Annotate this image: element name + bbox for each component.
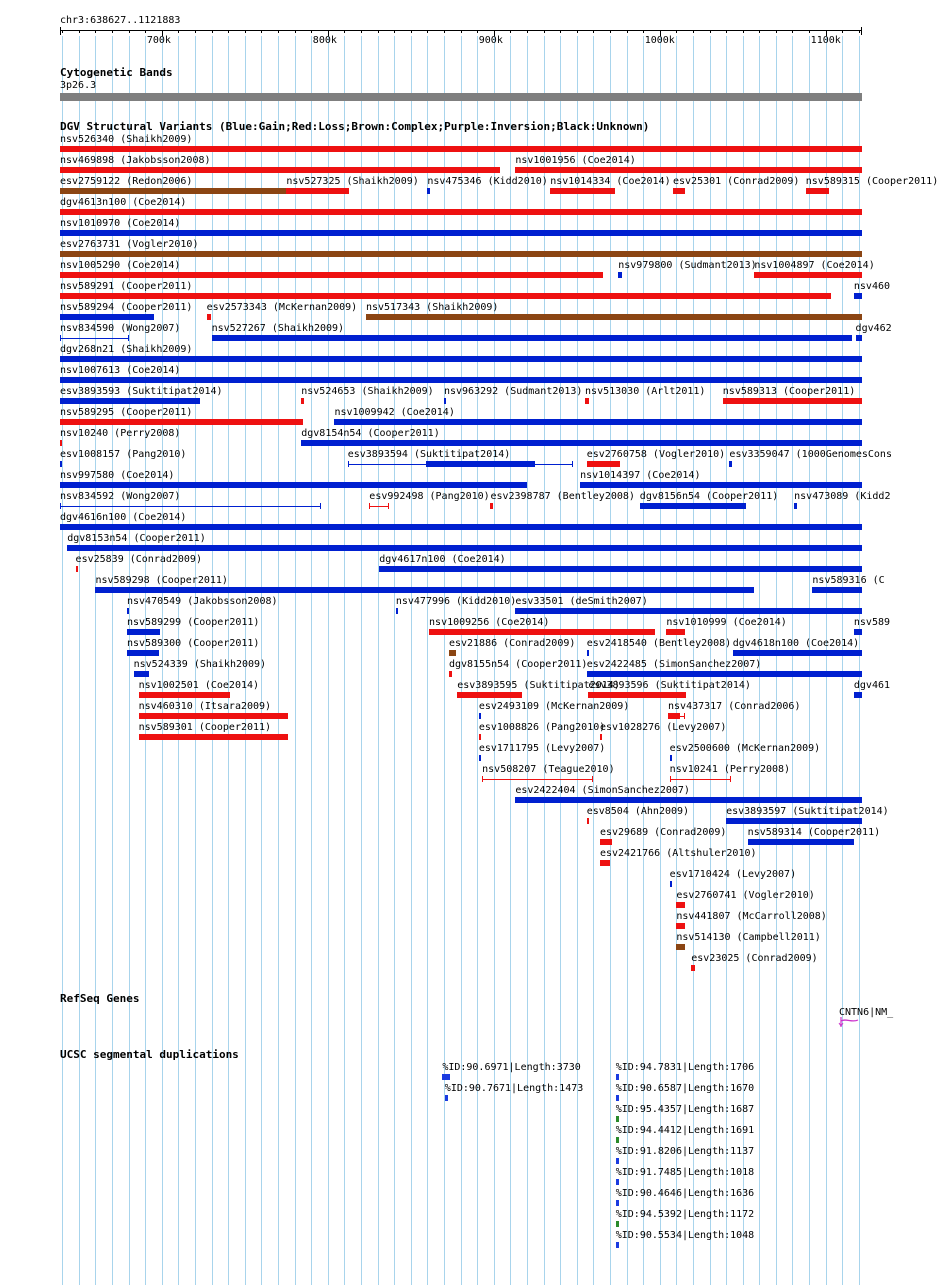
segdup-bar[interactable] xyxy=(616,1179,619,1185)
variant-bar[interactable] xyxy=(854,629,862,635)
variant-label[interactable]: nsv477996 (Kidd2010) xyxy=(395,596,517,607)
variant-label[interactable]: esv2421766 (Altshuler2010) xyxy=(599,848,757,859)
variant-bar[interactable] xyxy=(127,650,159,656)
variant-label[interactable]: nsv1014334 (Coe2014) xyxy=(550,176,671,187)
variant-bar[interactable] xyxy=(212,335,853,341)
variant-label[interactable]: esv25839 (Conrad2009) xyxy=(75,554,202,565)
variant-bar[interactable] xyxy=(618,272,622,278)
variant-bar[interactable] xyxy=(676,902,684,908)
variant-cap xyxy=(670,776,671,782)
cytoband-bar[interactable] xyxy=(60,93,862,101)
variant-label[interactable]: esv3893595 (Suktitipat2014) xyxy=(457,680,620,691)
variant-label[interactable]: nsv508207 (Teague2010) xyxy=(482,764,615,775)
variant-bar[interactable] xyxy=(673,188,685,194)
variant-label[interactable]: esv2760741 (Vogler2010) xyxy=(676,890,815,901)
variant-label[interactable]: nsv470549 (Jakobsson2008) xyxy=(127,596,278,607)
segdup-bar[interactable] xyxy=(616,1095,619,1101)
variant-bar[interactable] xyxy=(67,545,862,551)
variant-label[interactable]: dgv8154n54 (Cooper2011) xyxy=(301,428,440,439)
variant-bar[interactable] xyxy=(60,440,62,446)
variant-bar[interactable] xyxy=(60,398,200,404)
variant-bar[interactable] xyxy=(60,209,862,215)
variant-label[interactable]: nsv524653 (Shaikh2009) xyxy=(301,386,434,397)
variant-label[interactable]: nsv1002501 (Coe2014) xyxy=(138,680,260,691)
variant-bar[interactable] xyxy=(640,503,746,509)
variant-label[interactable]: dgv462 xyxy=(855,323,892,334)
variant-bar[interactable] xyxy=(396,608,398,614)
variant-line[interactable] xyxy=(60,338,129,339)
variant-label[interactable]: dgv4618n100 (Coe2014) xyxy=(732,638,860,649)
variant-label[interactable]: esv29689 (Conrad2009) xyxy=(599,827,727,838)
variant-label[interactable]: dgv268n21 (Shaikh2009) xyxy=(60,344,193,355)
variant-bar[interactable] xyxy=(490,503,492,509)
variant-bar[interactable] xyxy=(426,461,536,467)
variant-label[interactable]: esv21886 (Conrad2009) xyxy=(448,638,576,649)
variant-bar[interactable] xyxy=(794,503,796,509)
variant-bar[interactable] xyxy=(60,146,862,152)
variant-bar[interactable] xyxy=(366,314,862,320)
segdup-label[interactable]: %ID:94.4412|Length:1691 xyxy=(615,1125,755,1136)
segdup-label[interactable]: %ID:95.4357|Length:1687 xyxy=(615,1104,755,1115)
variant-bar[interactable] xyxy=(334,419,862,425)
variant-bar[interactable] xyxy=(733,650,862,656)
variant-label[interactable]: nsv963292 (Sudmant2013) xyxy=(443,386,583,397)
variant-bar[interactable] xyxy=(60,251,862,257)
variant-line[interactable] xyxy=(369,506,389,507)
variant-bar[interactable] xyxy=(515,167,862,173)
variant-label[interactable]: nsv997580 (Coe2014) xyxy=(60,470,175,481)
variant-bar[interactable] xyxy=(479,713,481,719)
variant-label[interactable]: esv8504 (Ahn2009) xyxy=(586,806,690,817)
variant-bar[interactable] xyxy=(726,818,862,824)
segdup-label[interactable]: %ID:91.8206|Length:1137 xyxy=(615,1146,755,1157)
variant-bar[interactable] xyxy=(139,713,288,719)
variant-label[interactable]: esv23025 (Conrad2009) xyxy=(691,953,818,964)
variant-label[interactable]: nsv1009256 (Coe2014) xyxy=(429,617,550,628)
variant-bar[interactable] xyxy=(666,629,684,635)
variant-bar[interactable] xyxy=(588,692,686,698)
variant-bar[interactable] xyxy=(76,566,78,572)
variant-bar[interactable] xyxy=(286,188,349,194)
dgv-title: DGV Structural Variants (Blue:Gain;Red:Loss;Brown:Complex;Purple:Inversion;Black:Unknown) xyxy=(60,120,650,133)
segdup-bar[interactable] xyxy=(616,1074,619,1080)
variant-bar[interactable] xyxy=(427,188,429,194)
variant-cap xyxy=(730,776,731,782)
variant-label[interactable]: nsv834592 (Wong2007) xyxy=(60,491,181,502)
variant-bar[interactable] xyxy=(550,188,615,194)
variant-bar[interactable] xyxy=(301,440,862,446)
variant-label[interactable]: nsv1001956 (Coe2014) xyxy=(515,155,636,166)
variant-label[interactable]: esv2422404 (SimonSanchez2007) xyxy=(515,785,690,796)
variant-bar[interactable] xyxy=(600,860,610,866)
variant-bar[interactable] xyxy=(127,608,129,614)
segdup-label[interactable]: %ID:91.7485|Length:1018 xyxy=(615,1167,755,1178)
variant-bar[interactable] xyxy=(668,713,680,719)
segdup-label[interactable]: %ID:94.5392|Length:1172 xyxy=(615,1209,755,1220)
variant-bar[interactable] xyxy=(723,398,862,404)
variant-bar[interactable] xyxy=(444,398,446,404)
variant-label[interactable]: esv3893593 (Suktitipat2014) xyxy=(60,386,223,397)
variant-bar[interactable] xyxy=(729,461,731,467)
variant-label[interactable]: nsv1009942 (Coe2014) xyxy=(334,407,455,418)
variant-label[interactable]: esv2759122 (Redon2006) xyxy=(60,176,193,187)
variant-cap xyxy=(60,335,61,341)
variant-label[interactable]: nsv589315 (Cooper2011) xyxy=(805,176,938,187)
variant-bar[interactable] xyxy=(95,587,754,593)
variant-cap xyxy=(320,503,321,509)
variant-label[interactable]: nsv1010970 (Coe2014) xyxy=(60,218,181,229)
variant-bar[interactable] xyxy=(134,671,149,677)
variant-label[interactable]: nsv834590 (Wong2007) xyxy=(60,323,181,334)
variant-label[interactable]: esv2573343 (McKernan2009) xyxy=(206,302,358,313)
variant-cap xyxy=(60,503,61,509)
variant-label[interactable]: esv1008157 (Pang2010) xyxy=(60,449,187,460)
variant-bar[interactable] xyxy=(60,272,603,278)
variant-label[interactable]: esv2422485 (SimonSanchez2007) xyxy=(586,659,762,670)
variant-label[interactable]: esv2760758 (Vogler2010) xyxy=(586,449,726,460)
variant-cap xyxy=(388,503,389,509)
variant-label[interactable]: nsv589300 (Cooper2011) xyxy=(127,638,260,649)
segdup-bar[interactable] xyxy=(616,1221,619,1227)
variant-bar[interactable] xyxy=(60,377,862,383)
variant-label[interactable]: nsv979800 (Sudmant2013) xyxy=(618,260,757,271)
variant-bar[interactable] xyxy=(515,797,862,803)
variant-label[interactable]: nsv469898 (Jakobsson2008) xyxy=(60,155,211,166)
variant-bar[interactable] xyxy=(580,482,862,488)
variant-label[interactable]: nsv524339 (Shaikh2009) xyxy=(133,659,267,670)
variant-label[interactable]: esv3893596 (Suktitipat2014) xyxy=(588,680,751,691)
segdup-label[interactable]: %ID:90.6587|Length:1670 xyxy=(615,1083,755,1094)
variant-cap xyxy=(369,503,370,509)
variant-label[interactable]: esv2398787 (Bentley2008) xyxy=(490,491,635,502)
variant-bar[interactable] xyxy=(60,524,862,530)
cytogenetic-title: Cytogenetic Bands xyxy=(60,66,173,79)
variant-cap xyxy=(348,461,349,467)
variant-bar[interactable] xyxy=(856,335,862,341)
variant-bar[interactable] xyxy=(60,167,500,173)
variant-bar[interactable] xyxy=(854,692,862,698)
ruler-tick-label: 700k xyxy=(146,35,171,46)
variant-bar[interactable] xyxy=(139,692,230,698)
variant-bar[interactable] xyxy=(139,734,288,740)
variant-cap xyxy=(572,461,573,467)
variant-label[interactable]: esv1710424 (Levy2007) xyxy=(669,869,797,880)
variant-bar[interactable] xyxy=(812,587,862,593)
variant-label[interactable]: nsv589316 (C xyxy=(812,575,885,586)
variant-label[interactable]: nsv514130 (Campbell2011) xyxy=(676,932,821,943)
variant-bar[interactable] xyxy=(748,839,854,845)
variant-label[interactable]: esv25301 (Conrad2009) xyxy=(673,176,800,187)
variant-label[interactable]: nsv10241 (Perry2008) xyxy=(669,764,791,775)
segdup-bar[interactable] xyxy=(442,1074,449,1080)
gene-label[interactable]: CNTN6|NM_ xyxy=(839,1007,894,1018)
variant-line[interactable] xyxy=(60,506,321,507)
variant-label[interactable]: nsv475346 (Kidd2010) xyxy=(427,176,548,187)
variant-cap xyxy=(482,776,483,782)
variant-label[interactable]: esv2493109 (McKernan2009) xyxy=(478,701,630,712)
variant-label[interactable]: dgv8155n54 (Cooper2011) xyxy=(448,659,588,670)
variant-label[interactable]: nsv517343 (Shaikh2009) xyxy=(365,302,499,313)
variant-line[interactable] xyxy=(482,779,593,780)
variant-label[interactable]: nsv1007613 (Coe2014) xyxy=(60,365,181,376)
variant-bar[interactable] xyxy=(806,188,829,194)
segdup-label[interactable]: %ID:90.6971|Length:3730 xyxy=(442,1062,581,1073)
variant-bar[interactable] xyxy=(207,314,211,320)
variant-bar[interactable] xyxy=(515,608,862,614)
variant-bar[interactable] xyxy=(676,944,684,950)
variant-label[interactable]: nsv10240 (Perry2008) xyxy=(60,428,181,439)
variant-bar[interactable] xyxy=(676,923,684,929)
variant-label[interactable]: nsv1010999 (Coe2014) xyxy=(666,617,787,628)
variant-label[interactable]: nsv441807 (McCarroll2008) xyxy=(676,911,827,922)
variant-label[interactable]: nsv589314 (Cooper2011) xyxy=(747,827,881,838)
variant-label[interactable]: nsv460310 (Itsara2009) xyxy=(138,701,272,712)
locus-label: chr3:638627..1121883 xyxy=(60,15,181,26)
variant-label[interactable]: dgv8153n54 (Cooper2011) xyxy=(67,533,206,544)
variant-label[interactable]: nsv513030 (Arlt2011) xyxy=(585,386,706,397)
variant-bar[interactable] xyxy=(127,629,160,635)
segdup-label[interactable]: %ID:90.4646|Length:1636 xyxy=(615,1188,755,1199)
variant-cap xyxy=(128,335,129,341)
variant-bar[interactable] xyxy=(587,818,589,824)
variant-label[interactable]: nsv589301 (Cooper2011) xyxy=(138,722,272,733)
variant-label[interactable]: esv2418540 (Bentley2008) xyxy=(586,638,732,649)
variant-label[interactable]: nsv526340 (Shaikh2009) xyxy=(60,134,193,145)
variant-bar[interactable] xyxy=(691,965,695,971)
segdup-bar[interactable] xyxy=(616,1137,619,1143)
variant-bar[interactable] xyxy=(60,230,862,236)
variant-label[interactable]: esv1711795 (Levy2007) xyxy=(478,743,606,754)
variant-label[interactable]: esv992498 (Pang2010) xyxy=(369,491,490,502)
variant-bar[interactable] xyxy=(449,671,452,677)
variant-bar[interactable] xyxy=(60,293,831,299)
variant-label[interactable]: esv1008826 (Pang2010) xyxy=(478,722,606,733)
variant-bar[interactable] xyxy=(854,293,862,299)
variant-label[interactable]: dgv4617n100 (Coe2014) xyxy=(379,554,506,565)
variant-bar[interactable] xyxy=(600,734,602,740)
variant-label[interactable]: nsv473089 (Kidd2 xyxy=(794,491,891,502)
variant-bar[interactable] xyxy=(587,671,862,677)
variant-label[interactable]: nsv1005290 (Coe2014) xyxy=(60,260,181,271)
gene-arrow-icon[interactable] xyxy=(838,1017,864,1029)
variant-bar[interactable] xyxy=(670,881,672,887)
variant-line[interactable] xyxy=(670,779,731,780)
variant-label[interactable]: nsv527325 (Shaikh2009) xyxy=(286,176,419,187)
variant-bar[interactable] xyxy=(60,419,303,425)
variant-bar[interactable] xyxy=(587,650,589,656)
variant-bar[interactable] xyxy=(60,461,62,467)
variant-label[interactable]: dgv4616n100 (Coe2014) xyxy=(60,512,187,523)
variant-label[interactable]: esv2500600 (McKernan2009) xyxy=(669,743,821,754)
variant-bar[interactable] xyxy=(754,272,862,278)
variant-bar[interactable] xyxy=(429,629,655,635)
cytoband-label: 3p26.3 xyxy=(60,80,97,91)
segdup-bar[interactable] xyxy=(616,1242,619,1248)
variant-cap xyxy=(684,713,685,719)
variant-label[interactable]: nsv589291 (Cooper2011) xyxy=(60,281,193,292)
segdup-label[interactable]: %ID:90.5534|Length:1048 xyxy=(615,1230,755,1241)
variant-label[interactable]: nsv460 xyxy=(853,281,891,292)
variant-bar[interactable] xyxy=(449,650,456,656)
refseq-title: RefSeq Genes xyxy=(60,992,140,1005)
variant-label[interactable]: nsv589294 (Cooper2011) xyxy=(60,302,193,313)
variant-bar[interactable] xyxy=(479,755,481,761)
segdup-label[interactable]: %ID:90.7671|Length:1473 xyxy=(444,1083,584,1094)
variant-label[interactable]: nsv589 xyxy=(853,617,891,628)
variant-bar[interactable] xyxy=(60,356,862,362)
ruler-tick-label: 1000k xyxy=(644,35,675,46)
variant-label[interactable]: esv3893594 (Suktitipat2014) xyxy=(347,449,511,460)
variant-label[interactable]: esv3893597 (Suktitipat2014) xyxy=(726,806,889,817)
variant-bar[interactable] xyxy=(301,398,303,404)
variant-bar[interactable] xyxy=(60,482,527,488)
variant-label[interactable]: nsv589298 (Cooper2011) xyxy=(95,575,228,586)
variant-bar[interactable] xyxy=(479,734,481,740)
variant-label[interactable]: dgv8156n54 (Cooper2011) xyxy=(639,491,779,502)
segdup-bar[interactable] xyxy=(445,1095,448,1101)
variant-label[interactable]: nsv437317 (Conrad2006) xyxy=(668,701,801,712)
variant-bar[interactable] xyxy=(585,398,589,404)
variant-bar[interactable] xyxy=(587,461,620,467)
variant-bar[interactable] xyxy=(60,314,154,320)
variant-label[interactable]: dgv4613n100 (Coe2014) xyxy=(60,197,187,208)
variant-bar[interactable] xyxy=(457,692,522,698)
segdup-label[interactable]: %ID:94.7831|Length:1706 xyxy=(615,1062,755,1073)
variant-label[interactable]: esv3359047 (1000GenomesCons xyxy=(729,449,892,460)
segdup-bar[interactable] xyxy=(616,1158,619,1164)
variant-label[interactable]: esv2763731 (Vogler2010) xyxy=(60,239,199,250)
variant-bar[interactable] xyxy=(60,188,286,194)
segdup-title: UCSC segmental duplications xyxy=(60,1048,239,1061)
variant-bar[interactable] xyxy=(670,755,672,761)
variant-label[interactable]: nsv589295 (Cooper2011) xyxy=(60,407,193,418)
variant-bar[interactable] xyxy=(379,566,862,572)
variant-label[interactable]: nsv1004897 (Coe2014) xyxy=(754,260,875,271)
variant-label[interactable]: nsv527267 (Shaikh2009) xyxy=(211,323,345,334)
variant-cap xyxy=(592,776,593,782)
variant-label[interactable]: nsv589313 (Cooper2011) xyxy=(722,386,856,397)
variant-label[interactable]: esv33501 (deSmith2007) xyxy=(515,596,648,607)
ruler-tick-label: 900k xyxy=(478,35,503,46)
ruler-tick-label: 1100k xyxy=(810,35,841,46)
variant-label[interactable]: dgv461 xyxy=(853,680,891,691)
ruler-tick-label: 800k xyxy=(312,35,337,46)
segdup-bar[interactable] xyxy=(616,1200,619,1206)
variant-label[interactable]: nsv589299 (Cooper2011) xyxy=(127,617,260,628)
variant-bar[interactable] xyxy=(600,839,612,845)
variant-label[interactable]: esv1028276 (Levy2007) xyxy=(599,722,727,733)
segdup-bar[interactable] xyxy=(616,1116,619,1122)
variant-label[interactable]: nsv1014397 (Coe2014) xyxy=(580,470,701,481)
